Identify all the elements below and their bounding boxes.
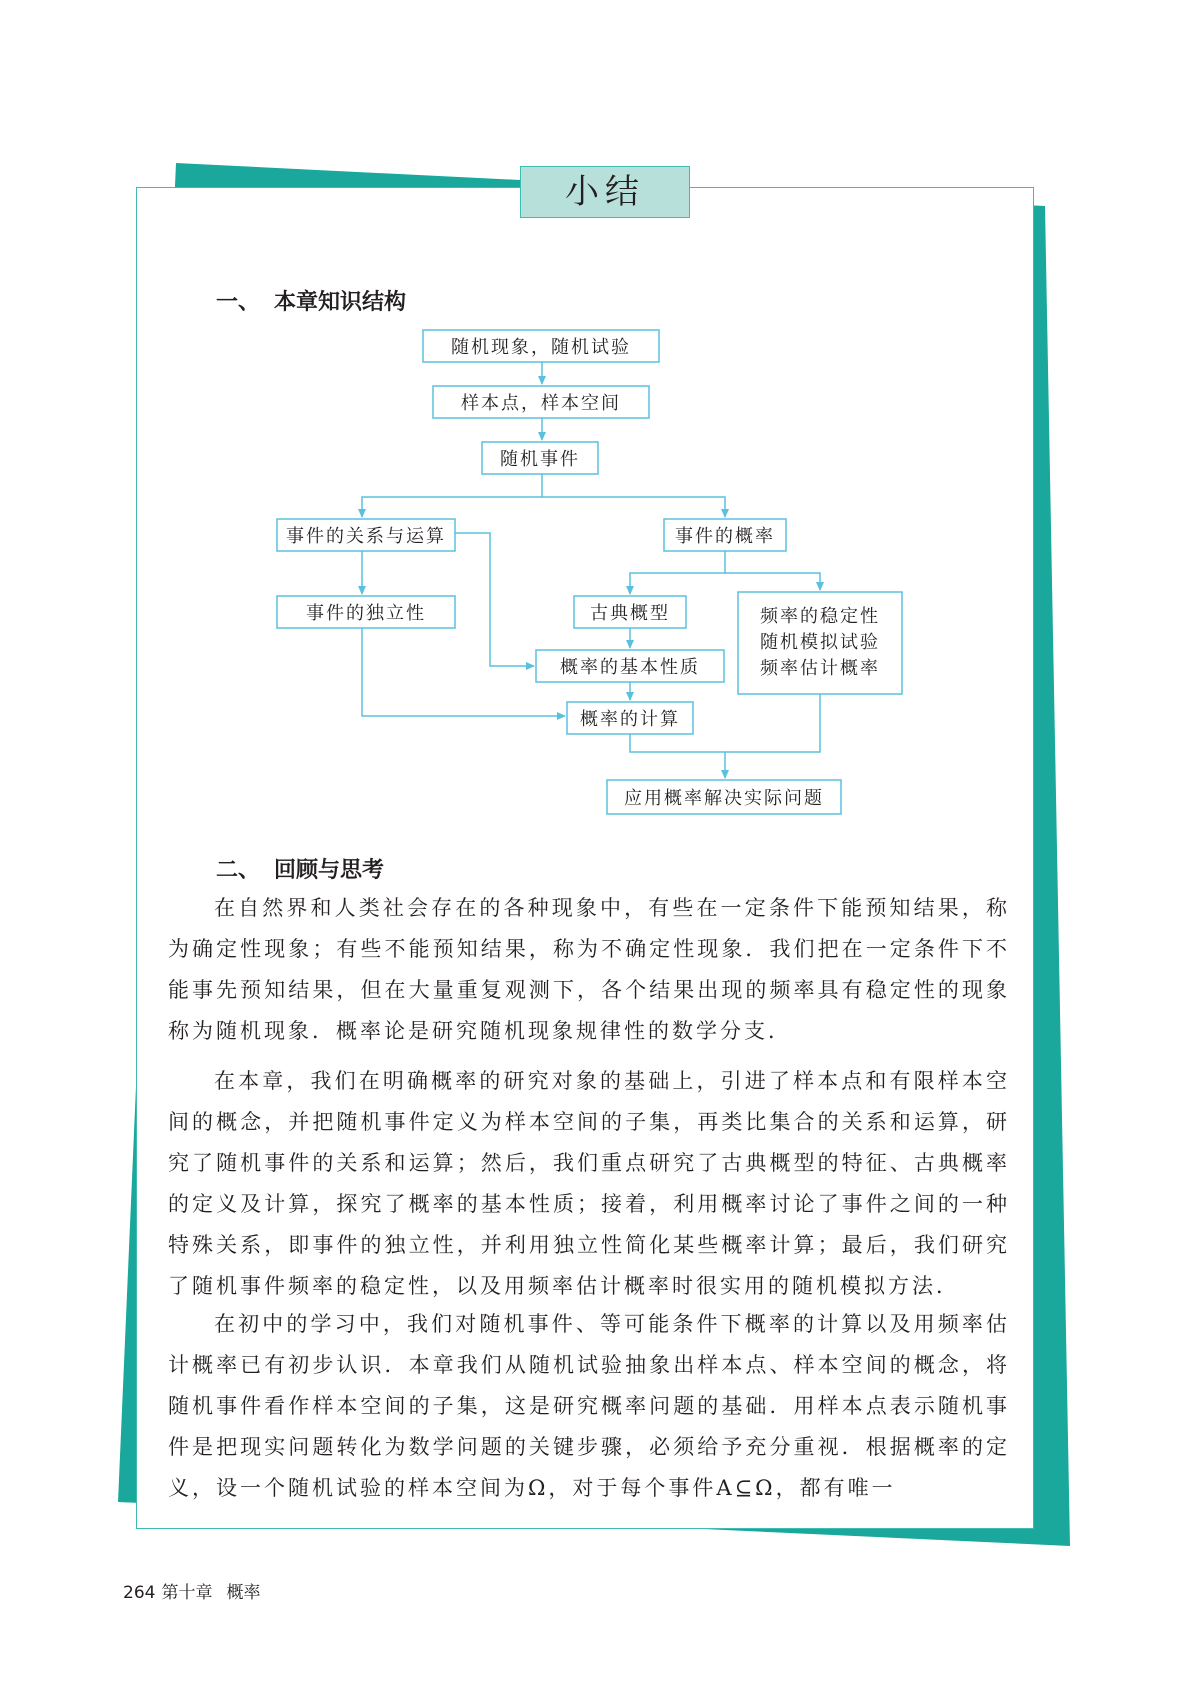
connector [362, 474, 542, 517]
flow-node-label: 随机现象，随机试验 [451, 337, 631, 358]
paragraph-3: 在初中的学习中，我们对随机事件、等可能条件下概率的计算以及用频率估计概率已有初步认识．本章我们从随机试验抽象出样本点、样本空间的概念，将随机事件看作样本空间的子集，这是研究概率问题的基础．用样本点表示随机事件是把现实问题转化为数学问题的关键步骤，必须给予充分重视．根据概率的定义，设一个随机试验的样本空间为Ω，对于每个事件A⊆Ω，都有唯一 [168, 1312, 1010, 1500]
page-footer [123, 1578, 260, 1603]
flow-node-label-line: 随机模拟试验 [760, 632, 880, 653]
section-title: 回顾与思考 [274, 858, 385, 883]
flow-node-label: 应用概率解决实际问题 [624, 788, 824, 809]
flow-node-label: 随机事件 [500, 449, 580, 470]
connector [630, 734, 725, 778]
flow-node-label: 样本点，样本空间 [461, 393, 621, 414]
paragraph-1: 在自然界和人类社会存在的各种现象中，有些在一定条件下能预知结果，称为确定性现象；有些不能预知结果，称为不确定性现象．我们把在一定条件下不能事先预知结果，但在大量重复观测下，各个结果出现的频率具有稳定性的现象称为随机现象．概率论是研究随机现象规律性的数学分支． [168, 896, 1010, 1043]
flow-node-label-line: 频率估计概率 [760, 658, 880, 679]
section-number: 二、 [216, 858, 261, 883]
connector [542, 497, 725, 517]
paragraph-2: 在本章，我们在明确概率的研究对象的基础上，引进了样本点和有限样本空间的概念，并把随机事件定义为样本空间的子集，再类比集合的关系和运算，研究了随机事件的关系和运算；然后，我们重点研究了古典概型的特征、古典概率的定义及计算，探究了概率的基本性质；接着，利用概率讨论了事件之间的一种特殊关系，即事件的独立性，并利用独立性简化某些概率计算；最后，我们研究了随机事件频率的稳定性，以及用频率估计概率时很实用的随机模拟方法． [168, 1069, 1010, 1298]
connector [362, 628, 565, 716]
flow-node-label: 概率的计算 [580, 709, 680, 730]
connector [725, 573, 820, 590]
flow-node-label: 古典概型 [590, 603, 670, 624]
section-title: 本章知识结构 [274, 290, 407, 315]
chapter-label: 第十章 [161, 1583, 213, 1603]
flow-node-label: 事件的关系与运算 [286, 526, 446, 547]
flow-node-label: 事件的独立性 [306, 603, 426, 624]
flow-node-label: 事件的概率 [675, 526, 775, 547]
connector [455, 533, 534, 666]
page-title: 小结 [520, 166, 690, 218]
section-heading-2 [216, 853, 384, 884]
connector [725, 694, 820, 752]
connector [630, 551, 725, 594]
flow-node-label-line: 频率的稳定性 [760, 606, 880, 627]
page-number: 264 [123, 1583, 156, 1603]
section-number: 一、 [216, 290, 261, 315]
chapter-topic: 概率 [226, 1583, 261, 1603]
flow-node-label: 概率的基本性质 [560, 657, 700, 678]
